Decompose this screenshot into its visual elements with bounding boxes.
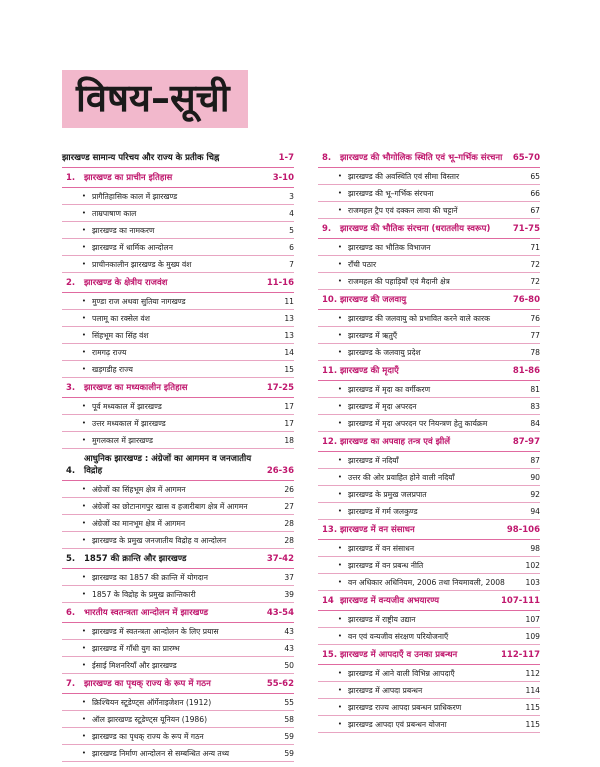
- entry-page: 28: [284, 519, 294, 528]
- toc-entry[interactable]: [318, 168, 540, 185]
- entry-page: 84: [530, 419, 540, 428]
- intro-heading[interactable]: [62, 150, 294, 168]
- toc-entry[interactable]: [318, 398, 540, 415]
- section-number: 11.: [322, 366, 338, 376]
- bullet-icon: •: [81, 715, 86, 723]
- bullet-icon: •: [337, 632, 342, 640]
- section-pages: 107-111: [500, 596, 540, 606]
- entry-title: झारखण्ड में मृदा का वर्गीकरण: [348, 385, 431, 394]
- entry-title: वन एवं वन्यजीव संरक्षण परियोजनाएँ: [348, 632, 449, 641]
- bullet-icon: •: [81, 536, 86, 544]
- toc-entry[interactable]: [318, 239, 540, 256]
- toc-entry[interactable]: [318, 256, 540, 273]
- bullet-icon: •: [337, 490, 342, 498]
- entry-title: झारखण्ड राज्य आपदा प्रबन्धन प्राधिकरण: [348, 703, 462, 712]
- toc-entry[interactable]: [62, 586, 294, 603]
- entry-page: 5: [289, 226, 294, 235]
- section-pages: 17-25: [266, 383, 294, 393]
- toc-entry[interactable]: [318, 574, 540, 591]
- bullet-icon: •: [337, 402, 342, 410]
- entry-page: 65: [530, 172, 540, 181]
- entry-page: 92: [530, 490, 540, 499]
- section-heading[interactable]: [62, 605, 294, 623]
- title-banner: [62, 70, 248, 128]
- toc-section: [318, 292, 540, 361]
- bullet-icon: •: [81, 226, 86, 234]
- bullet-icon: •: [81, 627, 86, 635]
- entry-title: मुगलकाल में झारखण्ड: [92, 436, 153, 445]
- section-title: 1857 की क्रान्ति और झारखण्ड: [84, 554, 187, 564]
- toc-entry[interactable]: [318, 665, 540, 682]
- entry-page: 11: [284, 297, 294, 306]
- section-heading[interactable]: [62, 451, 294, 481]
- toc-entry[interactable]: [318, 716, 540, 733]
- bullet-icon: •: [337, 385, 342, 393]
- entry-page: 81: [530, 385, 540, 394]
- bullet-icon: •: [337, 243, 342, 251]
- bullet-icon: •: [81, 209, 86, 217]
- toc-section: [318, 522, 540, 591]
- bullet-icon: •: [81, 260, 86, 268]
- section-heading[interactable]: [62, 275, 294, 293]
- bullet-icon: •: [81, 732, 86, 740]
- entry-title: झारखण्ड का नामकरण: [92, 226, 155, 235]
- entry-page: 55: [284, 698, 294, 707]
- bullet-icon: •: [337, 172, 342, 180]
- toc-entry[interactable]: [318, 452, 540, 469]
- toc-section: [62, 380, 294, 449]
- entry-title: रामगढ़ राज्य: [92, 348, 127, 357]
- section-number: 2.: [66, 278, 76, 288]
- toc-section: [62, 551, 294, 603]
- bullet-icon: •: [81, 419, 86, 427]
- entry-page: 7: [289, 260, 294, 269]
- entry-title: उत्तर मध्यकाल में झारखण्ड: [92, 419, 166, 428]
- entry-title: झारखण्ड में आने वाली विभिन्न आपदाएँ: [348, 669, 455, 678]
- entry-page: 59: [284, 732, 294, 741]
- intro-title: झारखण्ड सामान्य परिचय और राज्य के प्रतीक चिह्न: [62, 153, 220, 163]
- entry-page: 71: [530, 243, 540, 252]
- entry-page: 67: [530, 206, 540, 215]
- bullet-icon: •: [81, 519, 86, 527]
- entry-title: झारखण्ड में वन संसाधन: [348, 544, 415, 553]
- section-number: 9.: [322, 224, 332, 234]
- bullet-icon: •: [337, 473, 342, 481]
- entry-title: प्राचीनकालीन झारखण्ड के मुख्य वंश: [92, 260, 192, 269]
- bullet-icon: •: [81, 661, 86, 669]
- bullet-icon: •: [81, 698, 86, 706]
- section-title: आधुनिक झारखण्ड : अंग्रेजों का आगमन व जनजातीय विद्रोह: [84, 454, 252, 476]
- entry-title: झारखण्ड के प्रमुख जलप्रपात: [348, 490, 427, 499]
- toc-entry[interactable]: [318, 185, 540, 202]
- entry-title: झारखण्ड में गाँधी युग का प्रारम्भ: [92, 644, 180, 653]
- entry-title: ऑल झारखण्ड स्टूडेण्ट्स यूनियन (1986): [92, 715, 208, 724]
- bullet-icon: •: [337, 507, 342, 515]
- section-number: 4.: [66, 466, 76, 476]
- toc-entry[interactable]: [62, 515, 294, 532]
- section-heading[interactable]: [318, 434, 540, 452]
- entry-title: झारखण्ड की भू–गर्भिक संरचना: [348, 189, 434, 198]
- entry-title: झारखण्ड का भौतिक विभाजन: [348, 243, 431, 252]
- bullet-icon: •: [337, 189, 342, 197]
- toc-entry[interactable]: [62, 623, 294, 640]
- entry-title: ईसाई मिशनरियाँ और झारखण्ड: [92, 661, 177, 670]
- section-title: भारतीय स्वतन्त्रता आन्दोलन में झारखण्ड: [84, 608, 209, 618]
- bullet-icon: •: [337, 314, 342, 322]
- entry-page: 58: [284, 715, 294, 724]
- entry-page: 14: [284, 348, 294, 357]
- toc-entry[interactable]: [318, 503, 540, 520]
- entry-page: 94: [530, 507, 540, 516]
- section-number: 3.: [66, 383, 76, 393]
- bullet-icon: •: [337, 686, 342, 694]
- entry-page: 43: [284, 627, 294, 636]
- entry-page: 90: [530, 473, 540, 482]
- section-pages: 112-117: [500, 650, 540, 660]
- entry-page: 83: [530, 402, 540, 411]
- entry-title: अंग्रेजों का मानभूम क्षेत्र में आगमन: [92, 519, 186, 528]
- section-title: झारखण्ड का मध्यकालीन इतिहास: [84, 383, 188, 393]
- section-title: झारखण्ड में वन संसाधन: [340, 525, 415, 535]
- entry-title: झारखण्ड में धार्मिक आन्दोलन: [92, 243, 173, 252]
- bullet-icon: •: [337, 331, 342, 339]
- entry-title: झारखण्ड का पृथक् राज्य के रूप में गठन: [92, 732, 204, 741]
- bullet-icon: •: [81, 485, 86, 493]
- toc-entry[interactable]: [62, 293, 294, 310]
- section-title: झारखण्ड की भौतिक संरचना (धरातलीय स्वरूप): [340, 224, 491, 234]
- section-heading[interactable]: [318, 522, 540, 540]
- toc-entry[interactable]: [318, 310, 540, 327]
- bullet-icon: •: [81, 243, 86, 251]
- bullet-icon: •: [337, 669, 342, 677]
- entry-page: 15: [284, 365, 294, 374]
- toc-entry[interactable]: [62, 188, 294, 205]
- toc-entry[interactable]: [62, 398, 294, 415]
- entry-title: 1857 के विद्रोह के प्रमुख क्रान्तिकारी: [92, 590, 196, 599]
- toc-section: [318, 647, 540, 733]
- section-number: 7.: [66, 679, 76, 689]
- section-title: झारखण्ड में वन्यजीव अभयारण्य: [340, 596, 440, 606]
- bullet-icon: •: [337, 348, 342, 356]
- bullet-icon: •: [81, 644, 86, 652]
- bullet-icon: •: [337, 260, 342, 268]
- toc-entry[interactable]: [318, 273, 540, 290]
- entry-title: अंग्रेजों का छोटानागपुर खास व हजारीबाग क्षेत्र में आगमन: [92, 502, 248, 511]
- entry-page: 98: [530, 544, 540, 553]
- section-title: झारखण्ड की भौगोलिक स्थिति एवं भू–गर्भिक संरचना: [340, 153, 503, 163]
- toc-entry[interactable]: [62, 327, 294, 344]
- bullet-icon: •: [337, 456, 342, 464]
- section-heading[interactable]: [62, 380, 294, 398]
- bullet-icon: •: [337, 720, 342, 728]
- entry-page: 17: [284, 402, 294, 411]
- section-number: 14: [322, 596, 334, 606]
- entry-page: 115: [525, 703, 540, 712]
- entry-title: उत्तर की ओर प्रवाहित होने वाली नदियाँ: [348, 473, 455, 482]
- entry-page: 50: [284, 661, 294, 670]
- entry-title: झारखण्ड में स्वतन्त्रता आन्दोलन के लिए प्रयास: [92, 627, 219, 636]
- section-number: 6.: [66, 608, 76, 618]
- entry-page: 109: [525, 632, 540, 641]
- bullet-icon: •: [81, 331, 86, 339]
- section-pages: 37-42: [266, 554, 294, 564]
- section-pages: 87-97: [512, 437, 540, 447]
- toc-entry[interactable]: [318, 469, 540, 486]
- entry-title: राँची पठार: [348, 260, 377, 269]
- section-heading[interactable]: [62, 676, 294, 694]
- section-pages: 3-10: [272, 173, 294, 183]
- entry-title: सिंहभूम का सिंह वंश: [92, 331, 149, 340]
- entry-page: 27: [284, 502, 294, 511]
- entry-title: झारखण्ड की जलवायु को प्रभावित करने वाले कारक: [348, 314, 490, 323]
- bullet-icon: •: [337, 544, 342, 552]
- section-title: झारखण्ड का पृथक् राज्य के रूप में गठन: [84, 679, 211, 689]
- entry-page: 103: [525, 578, 540, 587]
- toc-entry[interactable]: [318, 381, 540, 398]
- toc-entry[interactable]: [62, 344, 294, 361]
- section-heading[interactable]: [318, 363, 540, 381]
- toc-entry[interactable]: [318, 699, 540, 716]
- entry-page: 102: [525, 561, 540, 570]
- entry-title: पूर्व मध्यकाल में झारखण्ड: [92, 402, 162, 411]
- entry-title: ताम्रपाषाण काल: [92, 209, 137, 218]
- section-number: 1.: [66, 173, 76, 183]
- bullet-icon: •: [81, 297, 86, 305]
- entry-page: 76: [530, 314, 540, 323]
- entry-page: 43: [284, 644, 294, 653]
- entry-title: झारखण्ड में गर्म जलकुण्ड: [348, 507, 418, 516]
- toc-section: [318, 150, 540, 219]
- entry-page: 115: [525, 720, 540, 729]
- entry-title: क्रिश्चियन स्टूडेण्ट्स ऑर्गेनाइजेशन (1912): [92, 698, 212, 707]
- toc-entry[interactable]: [62, 745, 294, 762]
- entry-page: 6: [289, 243, 294, 252]
- toc-entry[interactable]: [62, 711, 294, 728]
- bullet-icon: •: [81, 502, 86, 510]
- entry-title: झारखण्ड आपदा एवं प्रबन्धन योजना: [348, 720, 447, 729]
- section-heading[interactable]: [318, 221, 540, 239]
- entry-page: 26: [284, 485, 294, 494]
- toc-entry[interactable]: [318, 202, 540, 219]
- entry-title: झारखण्ड में वन प्रबन्ध नीति: [348, 561, 424, 570]
- section-number: 10.: [322, 295, 338, 305]
- entry-title: झारखण्ड के प्रमुख जनजातीय विद्रोह व आन्दोलन: [92, 536, 227, 545]
- left-column: [62, 148, 294, 762]
- toc-entry[interactable]: [62, 498, 294, 515]
- section-title: झारखण्ड की जलवायु: [340, 295, 407, 305]
- section-heading[interactable]: [318, 150, 540, 168]
- entry-page: 87: [530, 456, 540, 465]
- bullet-icon: •: [337, 561, 342, 569]
- toc-section: [318, 593, 540, 645]
- toc-section: [62, 605, 294, 674]
- toc-entry[interactable]: [62, 481, 294, 498]
- section-number: 13.: [322, 525, 338, 535]
- entry-page: 39: [284, 590, 294, 599]
- entry-page: 17: [284, 419, 294, 428]
- bullet-icon: •: [337, 615, 342, 623]
- section-number: 8.: [322, 153, 332, 163]
- toc-entry[interactable]: [318, 557, 540, 574]
- bullet-icon: •: [81, 192, 86, 200]
- toc-entry[interactable]: [318, 628, 540, 645]
- section-pages: 26-36: [266, 466, 294, 476]
- toc-section: [318, 363, 540, 432]
- toc-entry[interactable]: [62, 532, 294, 549]
- toc-entry[interactable]: [318, 327, 540, 344]
- entry-page: 13: [284, 314, 294, 323]
- section-heading[interactable]: [318, 593, 540, 611]
- bullet-icon: •: [81, 348, 86, 356]
- section-heading[interactable]: [62, 170, 294, 188]
- section-pages: 55-62: [266, 679, 294, 689]
- entry-title: झारखण्ड निर्माण आन्दोलन से सम्बन्धित अन्य तथ्य: [92, 749, 230, 758]
- toc-entry[interactable]: [62, 256, 294, 273]
- bullet-icon: •: [81, 402, 86, 410]
- toc-section: [62, 451, 294, 549]
- entry-title: वन अधिकार अधिनियम, 2006 तथा नियमावली, 2008: [348, 578, 505, 587]
- entry-page: 112: [525, 669, 540, 678]
- toc-entry[interactable]: [318, 344, 540, 361]
- entry-page: 66: [530, 189, 540, 198]
- bullet-icon: •: [81, 749, 86, 757]
- toc-entry[interactable]: [62, 222, 294, 239]
- toc-entry[interactable]: [318, 486, 540, 503]
- toc-section: [62, 170, 294, 273]
- bullet-icon: •: [81, 590, 86, 598]
- entry-page: 78: [530, 348, 540, 357]
- entry-title: अंग्रेजों का सिंहभूम क्षेत्र में आगमन: [92, 485, 186, 494]
- entry-page: 107: [525, 615, 540, 624]
- entry-title: राजमहल की पहाड़ियाँ एवं मैदानी क्षेत्र: [348, 277, 450, 286]
- toc-entry[interactable]: [62, 310, 294, 327]
- section-title: झारखण्ड की मृदाएँ: [340, 366, 399, 376]
- entry-page: 72: [530, 277, 540, 286]
- entry-title: झारखण्ड में मृदा अपरदन पर नियन्त्रण हेतु कार्यक्रम: [348, 419, 488, 428]
- section-heading[interactable]: [62, 551, 294, 569]
- entry-title: झारखण्ड के जलवायु प्रदेश: [348, 348, 421, 357]
- section-title: झारखण्ड का अपवाह तन्त्र एवं झीलें: [340, 437, 451, 447]
- section-pages: 81-86: [512, 366, 540, 376]
- entry-page: 18: [284, 436, 294, 445]
- entry-title: पलामू का रक्सेल वंश: [92, 314, 150, 323]
- toc-entry[interactable]: [62, 432, 294, 449]
- bullet-icon: •: [81, 436, 86, 444]
- toc-entry[interactable]: [62, 415, 294, 432]
- toc-entry[interactable]: [62, 569, 294, 586]
- toc-entry[interactable]: [62, 694, 294, 711]
- section-pages: 65-70: [512, 153, 540, 163]
- section-number: 12.: [322, 437, 338, 447]
- toc-entry[interactable]: [62, 205, 294, 222]
- toc-entry[interactable]: [62, 361, 294, 378]
- entry-title: राजमहल ट्रैप एवं दक्कन लावा की चट्टानें: [348, 206, 458, 215]
- entry-page: 114: [525, 686, 540, 695]
- section-pages: 98-106: [506, 525, 540, 535]
- toc-entry[interactable]: [318, 415, 540, 432]
- entry-title: झारखण्ड में आपदा प्रबन्धन: [348, 686, 423, 695]
- bullet-icon: •: [81, 314, 86, 322]
- right-column: [318, 148, 540, 733]
- bullet-icon: •: [81, 573, 86, 581]
- bullet-icon: •: [337, 206, 342, 214]
- section-pages: 76-80: [512, 295, 540, 305]
- entry-page: 37: [284, 573, 294, 582]
- entry-title: झारखण्ड में ऋतुएँ: [348, 331, 398, 340]
- entry-page: 4: [289, 209, 294, 218]
- toc-section: [62, 676, 294, 762]
- toc-entry[interactable]: [62, 239, 294, 256]
- entry-page: 72: [530, 260, 540, 269]
- section-pages: 71-75: [512, 224, 540, 234]
- toc-section: [318, 434, 540, 520]
- bullet-icon: •: [81, 365, 86, 373]
- entry-page: 77: [530, 331, 540, 340]
- section-title: झारखण्ड का प्राचीन इतिहास: [84, 173, 173, 183]
- entry-title: प्रागैतिहासिक काल में झारखण्ड: [92, 192, 178, 201]
- toc-entry[interactable]: [62, 640, 294, 657]
- entry-title: झारखण्ड में नदियाँ: [348, 456, 399, 465]
- entry-title: खड़गडीह राज्य: [92, 365, 133, 374]
- page-title: विषय–सूची: [76, 76, 230, 120]
- section-title: झारखण्ड में आपदाएँ व उनका प्रबन्धन: [340, 650, 458, 660]
- section-number: 15.: [322, 650, 338, 660]
- entry-page: 28: [284, 536, 294, 545]
- section-title: झारखण्ड के क्षेत्रीय राजवंश: [84, 278, 168, 288]
- section-heading[interactable]: [318, 647, 540, 665]
- toc-entry[interactable]: [62, 657, 294, 674]
- bullet-icon: •: [337, 419, 342, 427]
- entry-title: झारखण्ड में राष्ट्रीय उद्यान: [348, 615, 416, 624]
- toc-section: [318, 221, 540, 290]
- toc-entry[interactable]: [62, 728, 294, 745]
- toc-entry[interactable]: [318, 682, 540, 699]
- bullet-icon: •: [337, 277, 342, 285]
- entry-page: 13: [284, 331, 294, 340]
- entry-title: झारखण्ड की अवस्थिति एवं सीमा विस्तार: [348, 172, 460, 181]
- entry-title: झारखण्ड का 1857 की क्रान्ति में योगदान: [92, 573, 208, 582]
- entry-title: झारखण्ड में मृदा अपरदन: [348, 402, 417, 411]
- entry-page: 3: [289, 192, 294, 201]
- toc-entry[interactable]: [318, 611, 540, 628]
- intro-pages: 1-7: [278, 153, 294, 163]
- bullet-icon: •: [337, 578, 342, 586]
- section-pages: 43-54: [266, 608, 294, 618]
- entry-page: 59: [284, 749, 294, 758]
- section-number: 5.: [66, 554, 76, 564]
- entry-title: मुण्डा राज अथवा सुतिया नागखण्ड: [92, 297, 186, 306]
- bullet-icon: •: [337, 703, 342, 711]
- section-heading[interactable]: [318, 292, 540, 310]
- section-pages: 11-16: [266, 278, 294, 288]
- toc-section: [62, 275, 294, 378]
- toc-entry[interactable]: [318, 540, 540, 557]
